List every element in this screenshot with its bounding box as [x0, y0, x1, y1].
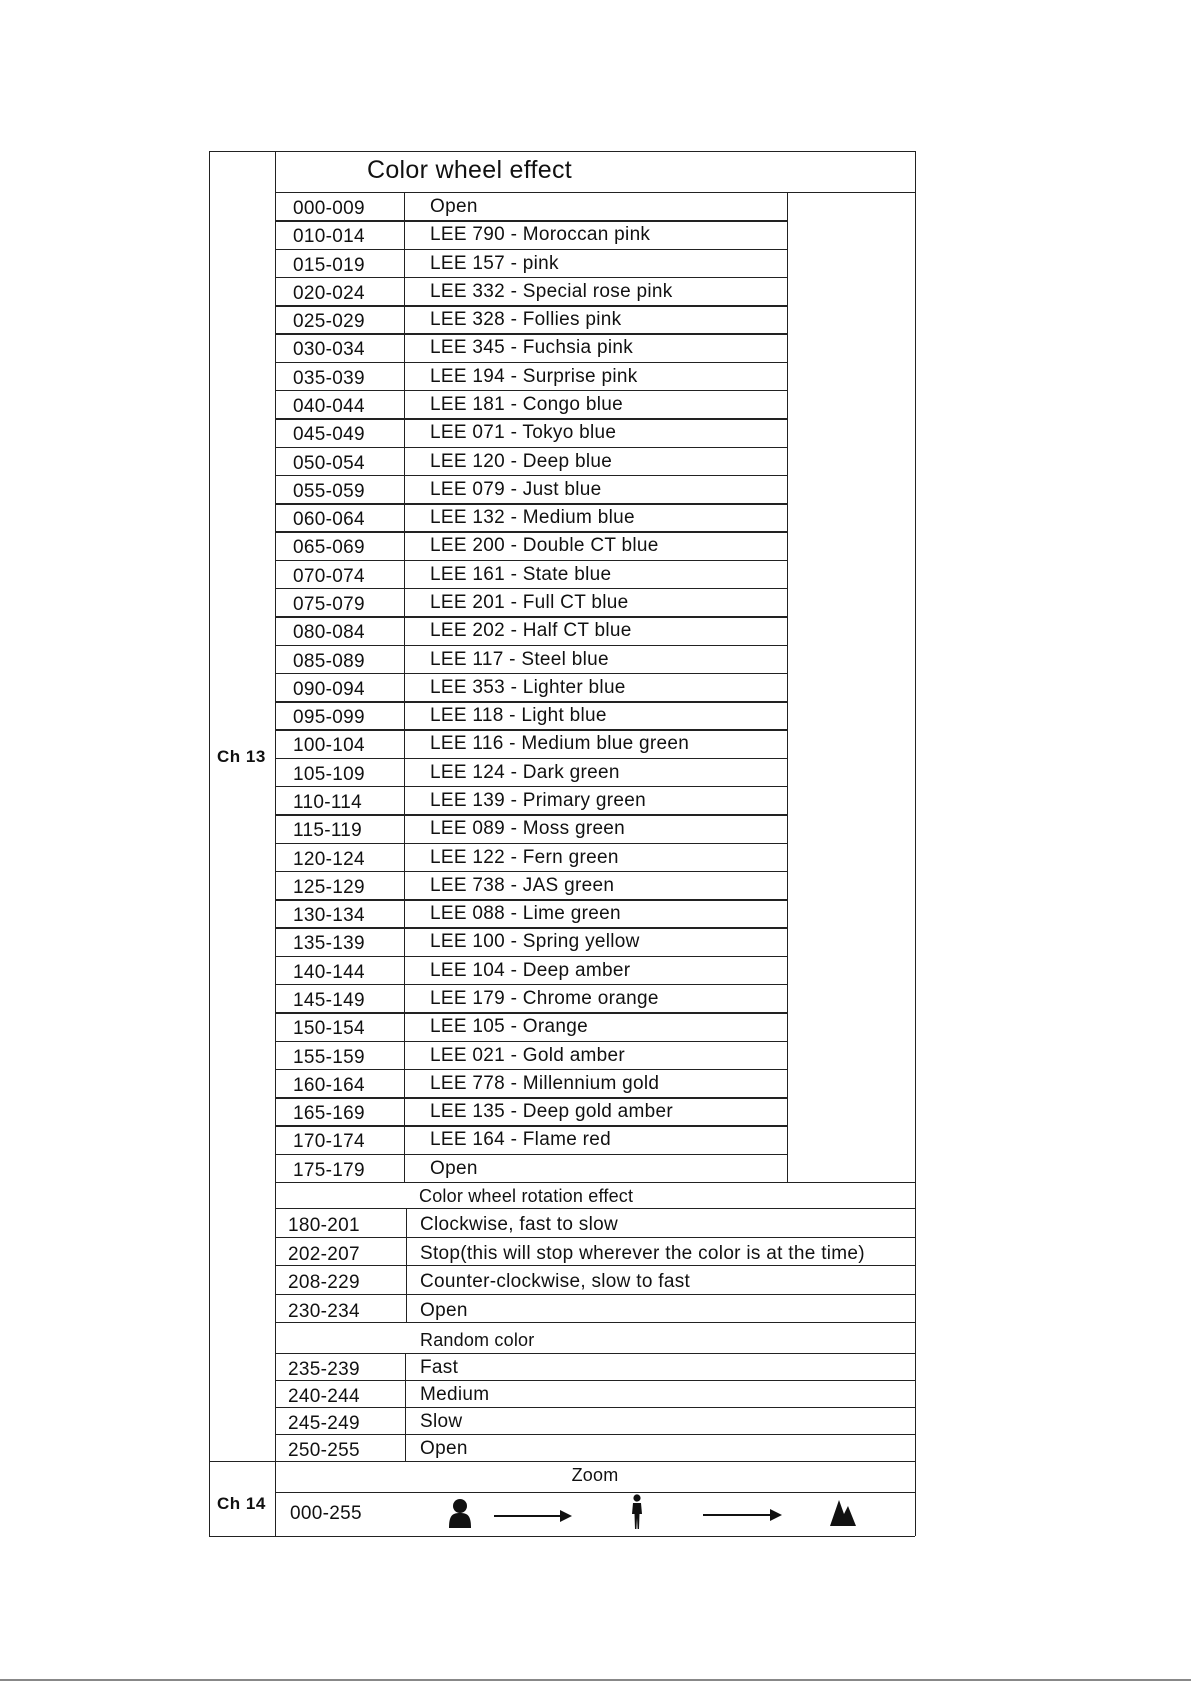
- color-description: LEE 161 - State blue: [430, 563, 612, 585]
- table-row-divider: [275, 1041, 787, 1042]
- range-value: 120-124: [293, 848, 365, 870]
- table-row-divider: [275, 362, 787, 363]
- range-value: 040-044: [293, 396, 365, 417]
- color-description: LEE 104 - Deep amber: [430, 959, 631, 981]
- range-value: 015-019: [293, 254, 365, 276]
- table-row-divider: [275, 927, 787, 928]
- range-value: 140-144: [293, 961, 365, 983]
- color-wheel-effect-title: Color wheel effect: [367, 156, 573, 184]
- standing-person-icon: [630, 1494, 644, 1530]
- zoom-range-value: 000-255: [290, 1503, 362, 1524]
- color-description: LEE 116 - Medium blue green: [430, 733, 690, 755]
- table-row-divider: [275, 673, 787, 674]
- color-description: LEE 181 - Congo blue: [430, 394, 623, 415]
- range-value: 020-024: [293, 282, 365, 304]
- range-value: 170-174: [293, 1131, 365, 1153]
- table-row-divider: [275, 447, 787, 448]
- color-description: LEE 778 - Millennium gold: [430, 1072, 660, 1094]
- table-row-divider: [275, 843, 787, 844]
- color-description: LEE 157 - pink: [430, 252, 559, 274]
- random-color-description: Open: [420, 1438, 468, 1459]
- table-row-divider: [275, 758, 787, 759]
- range-value: 050-054: [293, 452, 365, 474]
- rotation-description: Open: [420, 1299, 468, 1321]
- range-value: 135-139: [293, 933, 365, 955]
- color-description: LEE 100 - Spring yellow: [430, 931, 640, 953]
- color-description: LEE 202 - Half CT blue: [430, 620, 632, 642]
- color-description: LEE 132 - Medium blue: [430, 507, 635, 529]
- color-description: LEE 105 - Orange: [430, 1016, 588, 1038]
- color-description: LEE 122 - Fern green: [430, 846, 619, 868]
- right-arrow-icon: [703, 1514, 780, 1516]
- table-row-divider: [275, 1294, 915, 1295]
- table-row-divider: [275, 1237, 915, 1238]
- channel-label-ch14: Ch 14: [217, 1494, 266, 1513]
- range-value: 100-104: [293, 735, 365, 757]
- color-description: LEE 139 - Primary green: [430, 790, 646, 811]
- table-row-divider: [275, 814, 787, 815]
- range-value: 180-201: [288, 1215, 360, 1236]
- table-right-border: [915, 151, 916, 1536]
- table-row-divider: [275, 1434, 915, 1435]
- mountains-icon: [830, 1498, 856, 1526]
- table-row-divider: [275, 645, 787, 646]
- range-value: 208-229: [288, 1272, 360, 1293]
- range-value: 035-039: [293, 367, 365, 389]
- color-description: LEE 164 - Flame red: [430, 1129, 612, 1151]
- color-description: LEE 071 - Tokyo blue: [430, 422, 617, 444]
- color-description: LEE 353 - Lighter blue: [430, 676, 626, 698]
- range-value: 105-109: [293, 763, 365, 785]
- random-color-title: Random color: [420, 1330, 535, 1350]
- range-value: 245-249: [288, 1413, 360, 1434]
- table-row-divider: [275, 786, 787, 787]
- color-description: LEE 200 - Double CT blue: [430, 535, 659, 557]
- table-top-border: [209, 151, 915, 152]
- range-value: 060-064: [293, 509, 365, 531]
- table-row-divider: [275, 1407, 915, 1408]
- range-value: 095-099: [293, 707, 365, 729]
- table-row-divider: [275, 956, 787, 957]
- color-description: LEE 088 - Lime green: [430, 903, 621, 925]
- section-title-divider: [275, 1492, 915, 1493]
- random-color-description: Slow: [420, 1411, 463, 1432]
- table-bottom-border: [209, 1536, 915, 1537]
- table-row-divider: [275, 305, 787, 306]
- color-description: LEE 124 - Dark green: [430, 761, 620, 783]
- table-row-divider: [275, 1154, 787, 1155]
- color-description: LEE 328 - Follies pink: [430, 309, 622, 331]
- range-value: 110-114: [293, 792, 363, 813]
- range-value: 000-009: [293, 198, 365, 219]
- table-row-divider: [275, 616, 787, 617]
- range-value: 250-255: [288, 1440, 360, 1461]
- color-description: LEE 120 - Deep blue: [430, 450, 613, 472]
- range-value: 075-079: [293, 594, 365, 615]
- table-row-divider: [275, 701, 787, 702]
- table-row-divider: [275, 249, 787, 250]
- range-value: 055-059: [293, 480, 365, 502]
- color-description: LEE 201 - Full CT blue: [430, 592, 629, 613]
- table-row-divider: [275, 503, 787, 504]
- color-description: LEE 117 - Steel blue: [430, 648, 609, 670]
- color-description: LEE 790 - Moroccan pink: [430, 224, 651, 246]
- person-bust-icon: [448, 1498, 472, 1528]
- range-value: 230-234: [288, 1300, 360, 1322]
- range-value: 145-149: [293, 990, 365, 1011]
- range-value: 150-154: [293, 1018, 365, 1040]
- section-title-divider: [275, 192, 915, 193]
- range-value: 165-169: [293, 1103, 365, 1125]
- section-title-divider: [275, 1208, 915, 1209]
- range-value: 115-119: [293, 820, 363, 842]
- table-row-divider: [275, 729, 787, 730]
- table-row-divider: [275, 560, 787, 561]
- rotation-description: Counter-clockwise, slow to fast: [420, 1271, 691, 1292]
- table-row-divider: [275, 277, 787, 278]
- table-row-divider: [275, 1069, 787, 1070]
- range-value: 070-074: [293, 565, 365, 587]
- random-color-description: Fast: [420, 1357, 459, 1378]
- table-row-divider: [275, 220, 787, 221]
- range-value: 025-029: [293, 311, 365, 333]
- range-value: 155-159: [293, 1046, 365, 1068]
- section-title-divider: [275, 1353, 915, 1354]
- range-value: 065-069: [293, 537, 365, 559]
- table-row-divider: [275, 899, 787, 900]
- range-value: 240-244: [288, 1386, 360, 1407]
- table-row-divider: [275, 418, 787, 419]
- range-value: 085-089: [293, 650, 365, 672]
- table-row-divider: [275, 1012, 787, 1013]
- table-row-divider: [275, 1265, 915, 1266]
- color-description: LEE 089 - Moss green: [430, 818, 626, 840]
- color-description: LEE 194 - Surprise pink: [430, 365, 638, 387]
- color-description: Open: [430, 1157, 478, 1179]
- color-description: LEE 135 - Deep gold amber: [430, 1101, 674, 1123]
- range-column-divider: [404, 192, 405, 1182]
- range-value: 125-129: [293, 876, 365, 898]
- table-row-divider: [275, 531, 787, 532]
- channel-divider: [209, 1461, 275, 1462]
- range-value: 235-239: [288, 1359, 360, 1380]
- color-description: LEE 079 - Just blue: [430, 478, 602, 500]
- range-value: 175-179: [293, 1159, 365, 1181]
- range-value: 010-014: [293, 226, 365, 248]
- zoom-title: Zoom: [571, 1465, 619, 1485]
- section-divider: [275, 1322, 915, 1323]
- rotation-effect-title: Color wheel rotation effect: [419, 1186, 634, 1206]
- table-row-divider: [275, 588, 787, 589]
- section-divider: [275, 1461, 915, 1462]
- color-description: LEE 118 - Light blue: [430, 705, 607, 727]
- color-description: LEE 345 - Fuchsia pink: [430, 337, 634, 359]
- color-description: LEE 021 - Gold amber: [430, 1044, 626, 1066]
- range-value: 030-034: [293, 339, 365, 361]
- table-row-divider: [275, 1097, 787, 1098]
- range-value: 090-094: [293, 678, 365, 700]
- random-color-description: Medium: [420, 1384, 490, 1405]
- description-column-divider: [787, 192, 788, 1182]
- channel-label-ch13: Ch 13: [217, 747, 266, 766]
- right-arrow-icon: [494, 1515, 570, 1517]
- range-value: 130-134: [293, 905, 365, 927]
- table-row-divider: [275, 1380, 915, 1381]
- rotation-description: Clockwise, fast to slow: [420, 1214, 619, 1235]
- range-value: 202-207: [288, 1243, 360, 1265]
- range-value: 045-049: [293, 424, 365, 446]
- range-value: 160-164: [293, 1074, 365, 1096]
- color-description: LEE 179 - Chrome orange: [430, 988, 659, 1009]
- color-description: Open: [430, 196, 478, 217]
- color-description: LEE 738 - JAS green: [430, 874, 615, 896]
- table-row-divider: [275, 333, 787, 334]
- table-row-divider: [275, 1125, 787, 1126]
- color-description: LEE 332 - Special rose pink: [430, 280, 673, 302]
- section-divider: [275, 1182, 915, 1183]
- table-row-divider: [275, 390, 787, 391]
- table-row-divider: [275, 984, 787, 985]
- table-row-divider: [275, 871, 787, 872]
- table-left-border: [209, 151, 210, 1536]
- table-row-divider: [275, 475, 787, 476]
- page-bottom-rule: [0, 1679, 1191, 1681]
- rotation-description: Stop(this will stop wherever the color is at the time): [420, 1242, 865, 1264]
- range-value: 080-084: [293, 622, 365, 644]
